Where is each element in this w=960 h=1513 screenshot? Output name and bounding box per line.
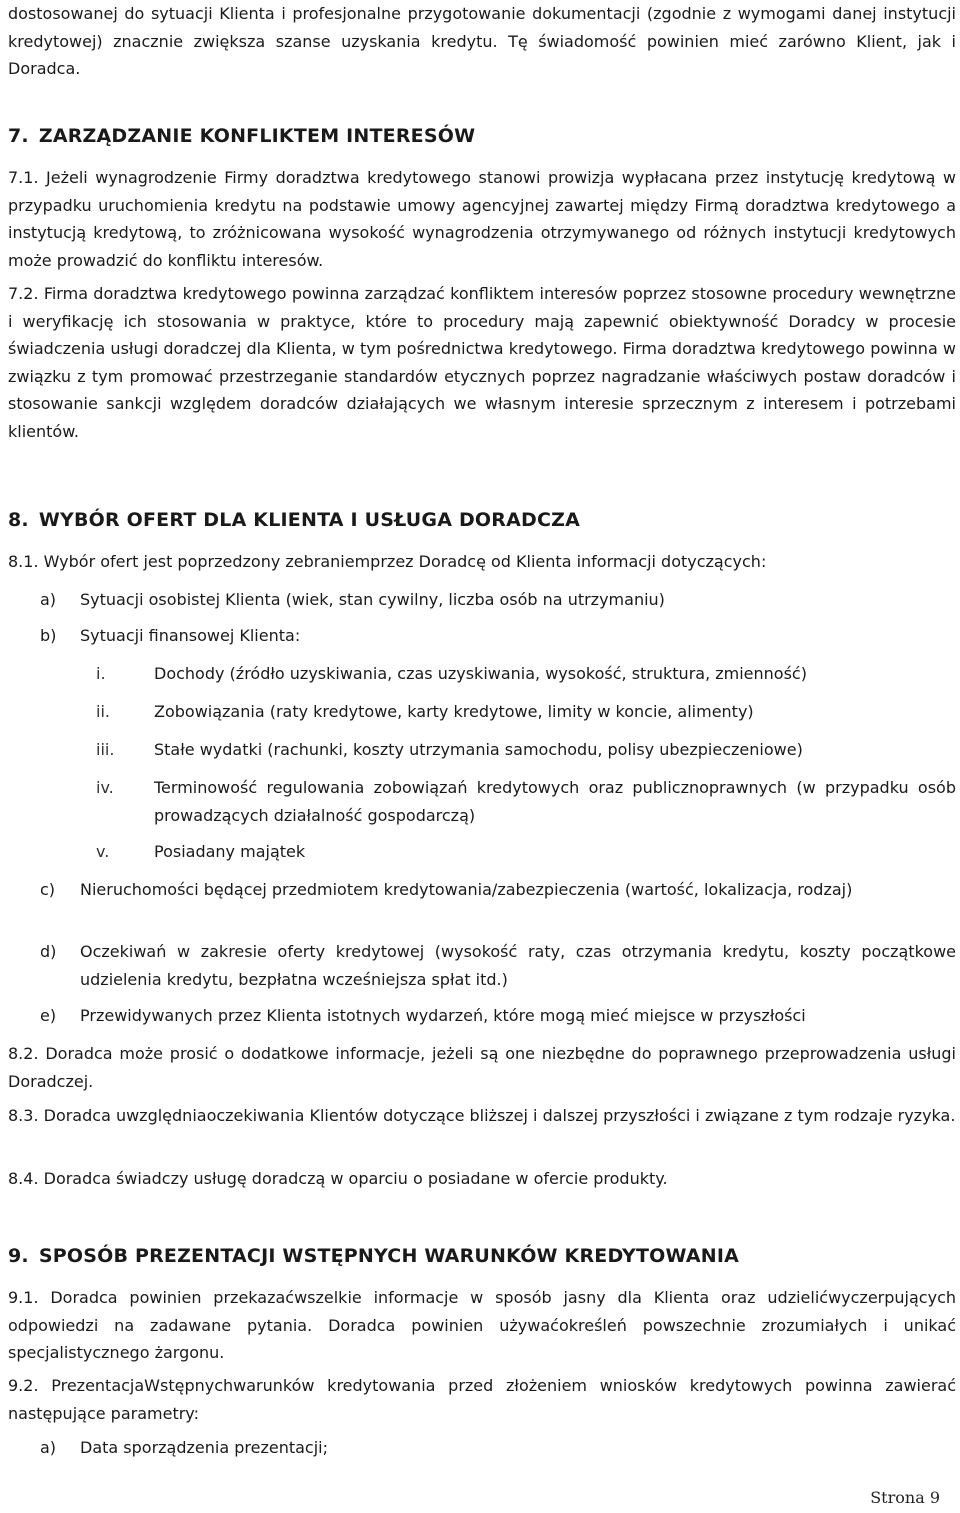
paragraph-9-1: 9.1. Doradca powinien przekazaćwszelkie informacje w sposób jasny dla Klienta oraz udzielićwyczerpujących odpowiedzi na zadawane pytania. Doradca powinien używaćokreśleń powszechnie zrozumiałych i unikać specjalistycznego żargonu.	[8, 1288, 956, 1362]
section-7-heading	[8, 122, 956, 150]
paragraph-7-1: 7.1. Jeżeli wynagrodzenie Firmy doradztwa kredytowego stanowi prowizja wypłacana przez instytucję kredytową w przypadku uruchomienia kredytu na podstawie umowy agencyjnej zawartej między Firmą doradztwa kredytowego a instytucją kredytową, to zróżnicowana wysokość wynagrodzenia otrzymywanego od różnych instytucji kredytowych może prowadzić do konfliktu interesów.	[8, 168, 956, 270]
sub-list-item-text: Terminowość regulowania zobowiązań kredytowych oraz publicznoprawnych (w przypadku osób prowadzących działalność gospodarczą)	[154, 778, 956, 825]
list-item-text: Oczekiwań w zakresie oferty kredytowej (wysokość raty, czas otrzymania kredytu, koszty początkowe udzielenia kredytu, bezpłatna wcześniejsza spłat itd.)	[80, 942, 956, 989]
paragraph-8-1: 8.1. Wybór ofert jest poprzedzony zebraniemprzez Doradcę od Klienta informacji dotyczących:	[8, 552, 767, 571]
sub-list-item	[96, 774, 956, 829]
sub-list-item-text: Dochody (źródło uzyskiwania, czas uzyskiwania, wysokość, struktura, zmienność)	[154, 664, 807, 683]
list-item-text: Sytuacji osobistej Klienta (wiek, stan cywilny, liczba osób na utrzymaniu)	[80, 590, 665, 609]
sub-list-marker: ii.	[96, 702, 110, 721]
sub-list-item-text: Zobowiązania (raty kredytowe, karty kredytowe, limity w koncie, alimenty)	[154, 702, 754, 721]
list-item	[40, 1434, 956, 1462]
list-marker: a)	[40, 590, 57, 609]
list-marker: c)	[40, 880, 56, 899]
section-8-heading	[8, 506, 956, 534]
list-item	[40, 586, 956, 614]
list-item-text: Sytuacji finansowej Klienta:	[80, 626, 301, 645]
sub-list-marker: iv.	[96, 778, 114, 797]
section-7-title: ZARZĄDZANIE KONFLIKTEM INTERESÓW	[38, 125, 476, 147]
paragraph-8-3: 8.3. Doradca uwzględniaoczekiwania Klientów dotyczące bliższej i dalszej przyszłości i związane z tym rodzaje ryzyka.	[8, 1106, 956, 1125]
sub-list-item-text: Posiadany majątek	[154, 842, 306, 861]
list-marker: b)	[40, 626, 57, 645]
paragraph-8-2: 8.2. Doradca może prosić o dodatkowe informacje, jeżeli są one niezbędne do poprawnego przeprowadzenia usługi Doradczej.	[8, 1044, 956, 1091]
sub-list-item-text: Stałe wydatki (rachunki, koszty utrzymania samochodu, polisy ubezpieczeniowe)	[154, 740, 803, 759]
list-item-text: Data sporządzenia prezentacji;	[80, 1438, 328, 1457]
section-9-heading	[8, 1242, 956, 1270]
paragraph-8-4: 8.4. Doradca świadczy usługę doradczą w oparciu o posiadane w ofercie produkty.	[8, 1169, 668, 1188]
sub-list-marker: v.	[96, 842, 110, 861]
sub-list-marker: iii.	[96, 740, 115, 759]
list-marker: e)	[40, 1006, 57, 1025]
section-9-title: SPOSÓB PREZENTACJI WSTĘPNYCH WARUNKÓW KREDYTOWANIA	[38, 1245, 740, 1267]
list-item	[40, 1002, 956, 1030]
paragraph-9-2: 9.2. PrezentacjaWstępnychwarunków kredytowania przed złożeniem wniosków kredytowych powinna zawierać następujące parametry:	[8, 1376, 956, 1423]
section-8-title: WYBÓR OFERT DLA KLIENTA I USŁUGA DORADCZA	[38, 509, 580, 531]
list-marker: d)	[40, 942, 57, 961]
section-7-number: 7.	[8, 125, 29, 147]
sub-list-item	[96, 698, 956, 726]
sub-list-item	[96, 736, 956, 764]
paragraph-7-2: 7.2. Firma doradztwa kredytowego powinna zarządzać konfliktem interesów poprzez stosowne procedury wewnętrzne i weryfikację ich stosowania w praktyce, które to procedury mają zapewnić obiektywność Doradcy w procesie świadczenia usługi doradczej dla Klienta, w tym pośrednictwa kredytowego. Firma doradztwa kredytowego powinna w związku z tym promować przestrzeganie standardów etycznych poprzez nagradzanie właściwych postaw doradców i stosowanie sankcji względem doradców działających we własnym interesie sprzecznym z interesem i potrzebami klientów.	[8, 284, 956, 441]
list-item	[40, 876, 956, 904]
list-item-text: Przewidywanych przez Klienta istotnych wydarzeń, które mogą mieć miejsce w przyszłości	[80, 1006, 806, 1025]
intro-paragraph: dostosowanej do sytuacji Klienta i profesjonalne przygotowanie dokumentacji (zgodnie z wymogami danej instytucji kredytowej) znacznie zwiększa szanse uzyskania kredytu. Tę świadomość powinien mieć zarówno Klient, jak i Doradca.	[8, 4, 956, 78]
list-item-text: Nieruchomości będącej przedmiotem kredytowania/zabezpieczenia (wartość, lokalizacja, rodzaj)	[80, 880, 853, 899]
page-number: Strona 9	[870, 1488, 940, 1507]
section-8-number: 8.	[8, 509, 29, 531]
sub-list-marker: i.	[96, 664, 106, 683]
sub-list-item	[96, 660, 956, 688]
sub-list-item	[96, 838, 956, 866]
list-item	[40, 938, 956, 993]
section-9-number: 9.	[8, 1245, 29, 1267]
list-item	[40, 622, 956, 650]
list-marker: a)	[40, 1438, 57, 1457]
